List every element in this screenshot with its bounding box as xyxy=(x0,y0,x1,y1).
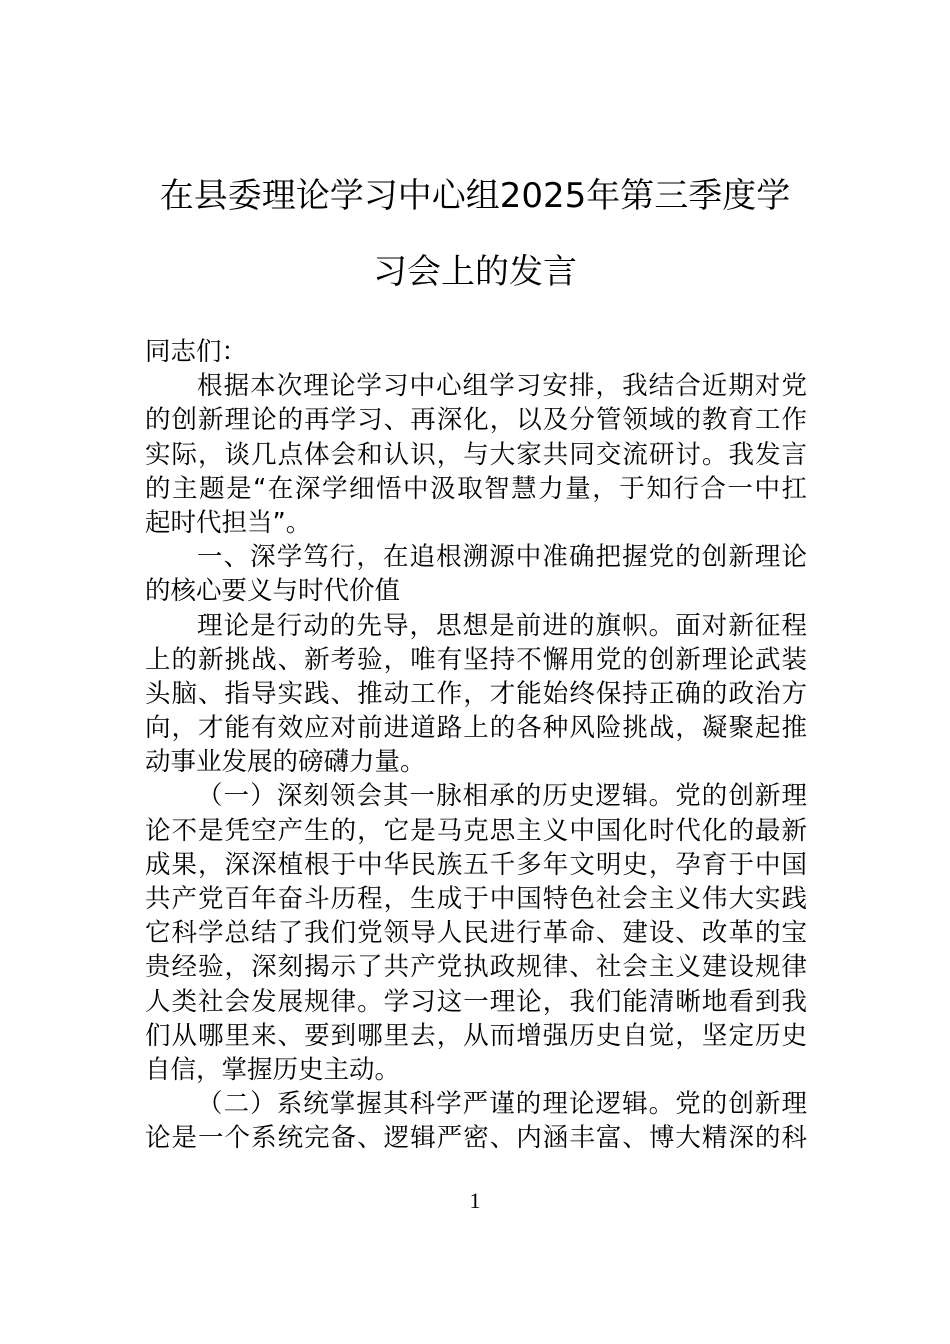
paragraph-line: 论不是凭空产生的，它是马克思主义中国化时代化的最新 xyxy=(145,815,807,846)
paragraph-line: 们从哪里来、要到哪里去，从而增强历史自觉，坚定历史 xyxy=(145,1020,807,1051)
paragraph-line: 论是一个系统完备、逻辑严密、内涵丰富、博大精深的科 xyxy=(145,1123,807,1154)
salutation: 同志们： xyxy=(145,337,248,367)
page-number: 1 xyxy=(469,1188,481,1213)
document-title xyxy=(145,158,805,310)
heading-line: 一、深学笃行，在追根溯源中准确把握党的创新理论 xyxy=(197,542,807,573)
paragraph-subsection-2 xyxy=(145,1087,807,1155)
paragraph-line: 的创新理论的再学习、再深化，以及分管领域的教育工作 xyxy=(145,405,807,436)
paragraph-line: 贵经验，深刻揭示了共产党执政规律、社会主义建设规律 xyxy=(145,952,807,983)
paragraph-theory xyxy=(145,609,807,780)
paragraph-line: 根据本次理论学习中心组学习安排，我结合近期对党 xyxy=(197,371,807,402)
paragraph-line: 动事业发展的磅礴力量。 xyxy=(145,747,426,778)
paragraph-line: （二）系统掌握其科学严谨的理论逻辑。党的创新理 xyxy=(197,1089,807,1120)
heading-line: 的核心要义与时代价值 xyxy=(145,576,401,607)
paragraph-line: 向，才能有效应对前进道路上的各种风险挑战，凝聚起推 xyxy=(145,713,807,744)
paragraph-line: （一）深刻领会其一脉相承的历史逻辑。党的创新理 xyxy=(197,781,807,812)
paragraph-intro xyxy=(145,369,807,540)
title-line-1: 在县委理论学习中心组2025年第三季度学 xyxy=(159,176,791,216)
paragraph-line: 的主题是“在深学细悟中汲取智慧力量，于知行合一中扛 xyxy=(145,473,807,504)
paragraph-line: 共产党百年奋斗历程，生成于中国特色社会主义伟大实践 xyxy=(145,884,807,914)
paragraph-line: 自信，掌握历史主动。 xyxy=(145,1054,401,1085)
section-heading-1 xyxy=(145,540,807,608)
paragraph-line: 人类社会发展规律。学习这一理论，我们能清晰地看到我 xyxy=(145,986,807,1017)
paragraph-line: 头脑、指导实践、推动工作，才能始终保持正确的政治方 xyxy=(145,678,807,709)
paragraph-line: 它科学总结了我们党领导人民进行革命、建设、改革的宝 xyxy=(145,918,807,949)
paragraph-line: 起时代担当”。 xyxy=(145,507,312,538)
title-line-2: 习会上的发言 xyxy=(373,252,577,292)
paragraph-line: 实际，谈几点体会和认识，与大家共同交流研讨。我发言 xyxy=(145,439,807,470)
paragraph-subsection-1 xyxy=(145,779,807,1087)
paragraph-line: 上的新挑战、新考验，唯有坚持不懈用党的创新理论武装 xyxy=(145,644,807,675)
paragraph-line: 理论是行动的先导，思想是前进的旗帜。面对新征程 xyxy=(197,610,807,641)
document-body xyxy=(145,335,807,1156)
paragraph-line: 成果，深深植根于中华民族五千多年文明史，孕育于中国 xyxy=(145,849,807,880)
